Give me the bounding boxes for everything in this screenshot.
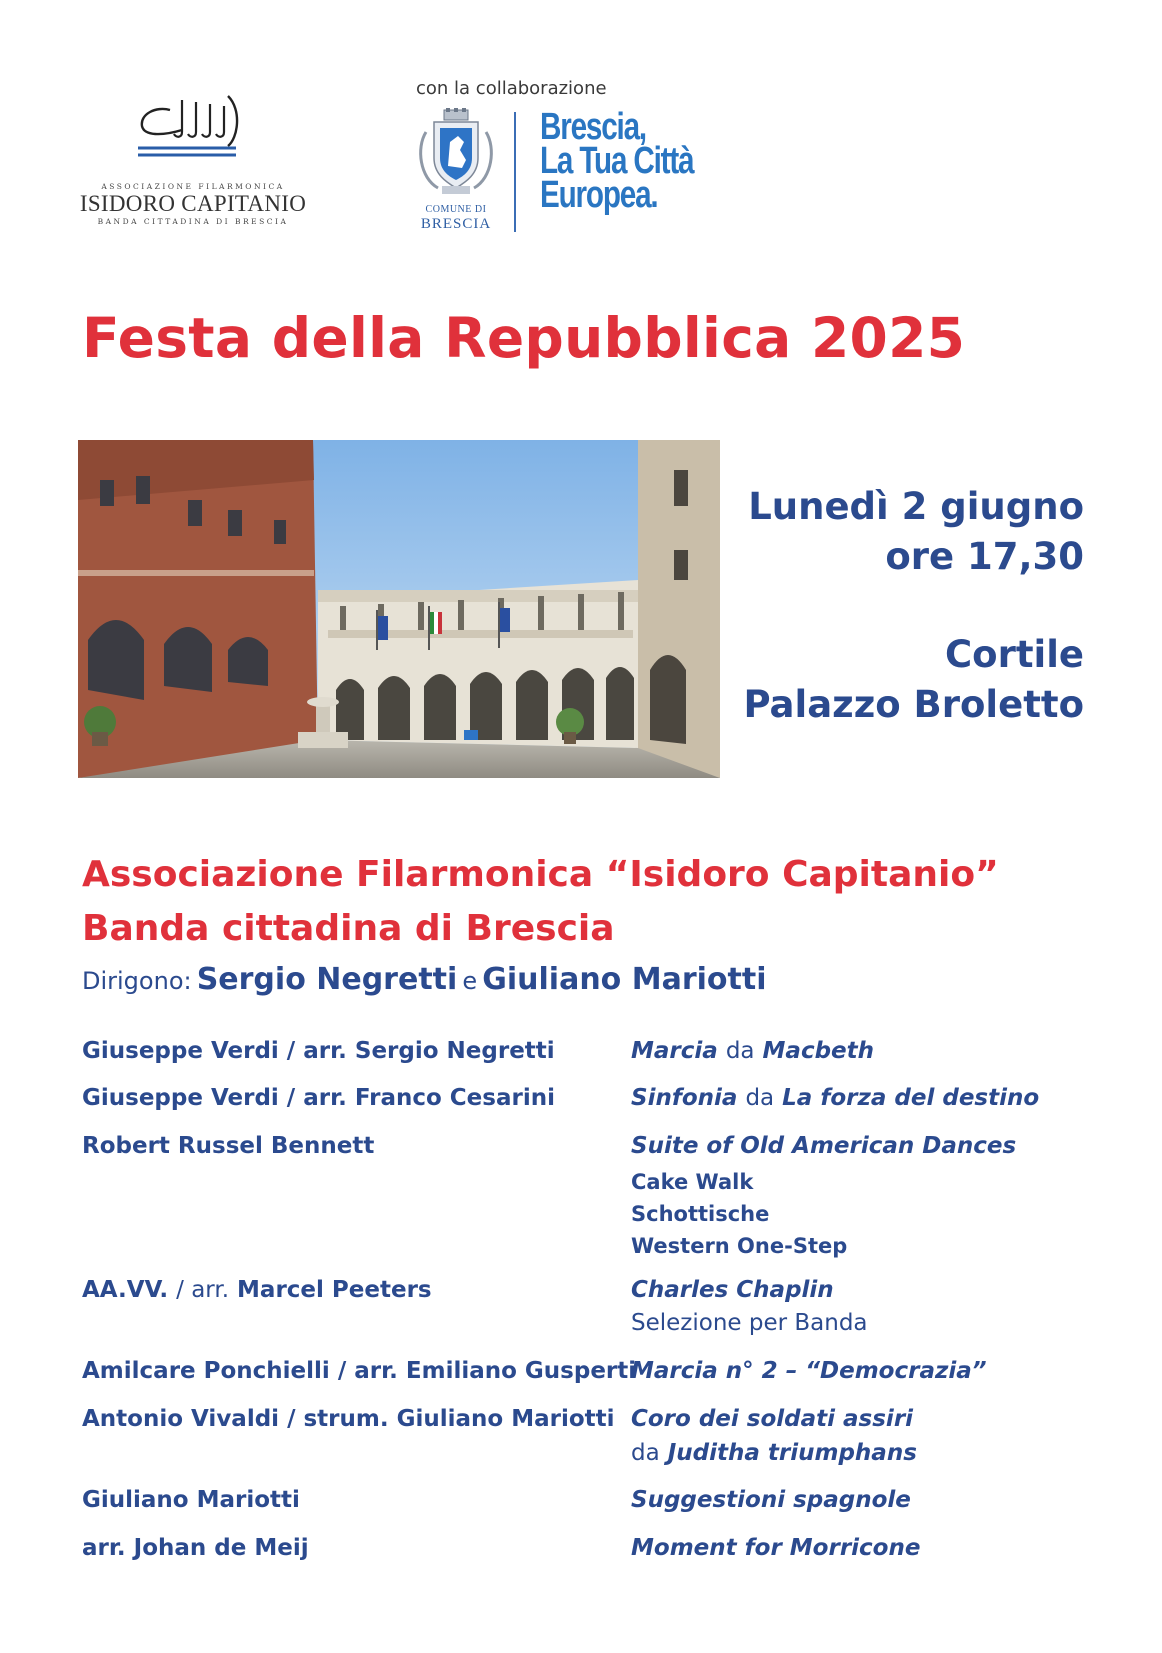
program-composer-5: Amilcare Ponchielli / arr. Emiliano Gusperti <box>82 1358 637 1384</box>
capitanio-logo-line1: ASSOCIAZIONE FILARMONICA <box>101 182 285 191</box>
program-composer-4-a: AA.VV. <box>82 1277 169 1303</box>
program-composer-7: Giuliano Mariotti <box>82 1487 300 1513</box>
program-work-8: Moment for Morricone <box>631 1535 921 1561</box>
program-composer-1: Giuseppe Verdi / arr. Sergio Negretti <box>82 1038 555 1064</box>
comune-line1: COMUNE DI <box>425 204 487 215</box>
program-work-1-b: Macbeth <box>762 1038 875 1064</box>
organizer-subtitle: Banda cittadina di Brescia <box>82 908 615 949</box>
organizer-name: Associazione Filarmonica “Isidoro Capitanio” <box>82 854 999 895</box>
program-work-4-sub: Selezione per Banda <box>631 1310 868 1336</box>
program-work-6-source <box>631 1440 917 1466</box>
comune-line2: BRESCIA <box>420 216 492 232</box>
brescia-citta-europea-logo <box>540 106 700 216</box>
program-work-3-movement-3: Western One-Step <box>631 1234 848 1258</box>
capitanio-logo-line3: BANDA CITTADINA DI BRESCIA <box>97 217 289 226</box>
director-1: Sergio Negretti <box>196 962 458 997</box>
program-composer-4-b: Marcel Peeters <box>237 1277 432 1303</box>
event-time: ore 17,30 <box>885 535 1084 578</box>
event-venue-line1: Cortile <box>945 633 1084 676</box>
program-work-6: Coro dei soldati assiri <box>631 1406 914 1432</box>
brescia-ue-line2: La Tua Città <box>540 140 694 182</box>
program-work-6-da: da <box>631 1440 660 1466</box>
program-work-3: Suite of Old American Dances <box>631 1133 1017 1159</box>
capitanio-logo <box>78 92 308 232</box>
program-work-2-da: da <box>745 1085 775 1111</box>
brescia-ue-line3: Europea. <box>540 174 658 216</box>
palazzo-broletto-photo <box>78 440 720 778</box>
program-work-2-b: La forza del destino <box>782 1085 1040 1111</box>
program-work-1-da: da <box>725 1038 755 1064</box>
event-venue-line2: Palazzo Broletto <box>743 683 1084 726</box>
brescia-ue-line1: Brescia, <box>540 106 646 148</box>
program-work-6-b: Juditha triumphans <box>667 1440 917 1466</box>
program-work-3-movement-1: Cake Walk <box>631 1170 754 1194</box>
event-info <box>743 482 1084 730</box>
program-composer-2: Giuseppe Verdi / arr. Franco Cesarini <box>82 1085 555 1111</box>
directors-conjunction: e <box>462 967 478 995</box>
crest-icon <box>412 108 500 200</box>
program-composer-4-sep: / arr. <box>176 1277 230 1303</box>
directors-label: Dirigono: <box>82 967 192 995</box>
director-2: Giuliano Mariotti <box>482 962 767 997</box>
program-work-7: Suggestioni spagnole <box>631 1487 911 1513</box>
page-title: Festa della Repubblica 2025 <box>82 306 966 370</box>
program-composer-6: Antonio Vivaldi / strum. Giuliano Mariotti <box>82 1406 615 1432</box>
program-work-4: Charles Chaplin <box>631 1277 834 1303</box>
music-clef-icon <box>78 92 308 164</box>
event-date: Lunedì 2 giugno <box>748 485 1084 528</box>
program-work-5: Marcia n° 2 – “Democrazia” <box>631 1358 987 1384</box>
program-work-2-a: Sinfonia <box>631 1085 738 1111</box>
collaboration-label: con la collaborazione <box>416 78 607 99</box>
program-work-1 <box>631 1038 874 1064</box>
logo-divider <box>514 112 516 232</box>
directors-line <box>82 962 767 997</box>
capitanio-logo-name: ISIDORO CAPITANIO <box>79 191 307 216</box>
program-work-1-a: Marcia <box>631 1038 718 1064</box>
comune-logo <box>412 108 500 233</box>
program-composer-3: Robert Russel Bennett <box>82 1133 375 1159</box>
program-composer-8: arr. Johan de Meij <box>82 1535 309 1561</box>
program-work-3-movement-2: Schottische <box>631 1202 770 1226</box>
program-composer-4 <box>82 1277 432 1303</box>
comune-text <box>412 203 500 231</box>
program-work-2 <box>631 1085 1039 1111</box>
